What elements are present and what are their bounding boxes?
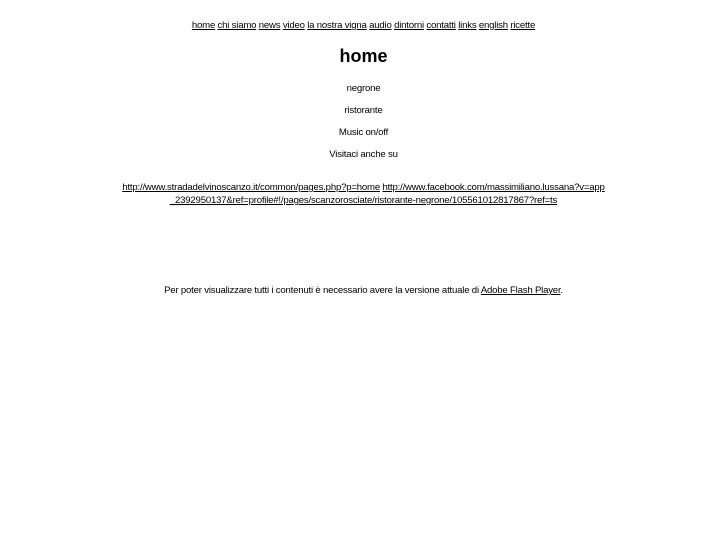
strada-del-vino-link[interactable]: http://www.stradadelvinoscanzo.it/common/pages.php?p=home	[122, 182, 380, 193]
nav-link-audio[interactable]: audio	[369, 20, 392, 31]
page-title: home	[339, 46, 388, 66]
main-nav	[0, 19, 727, 32]
restaurant-name-text: negrone	[346, 83, 381, 94]
flash-notice	[0, 284, 727, 297]
nav-link-la-nostra-vigna[interactable]: la nostra vigna	[307, 20, 367, 31]
restaurant-type-text: ristorante	[344, 105, 383, 116]
music-toggle[interactable]: Music on/off	[338, 127, 389, 138]
external-links	[120, 181, 607, 207]
nav-link-links[interactable]: links	[458, 20, 477, 31]
nav-link-ricette[interactable]: ricette	[510, 20, 536, 31]
nav-link-video[interactable]: video	[282, 20, 305, 31]
adobe-flash-player-link[interactable]: Adobe Flash Player	[480, 285, 561, 296]
facebook-link[interactable]: http://www.facebook.com/massimiliano.lussana?v=app_2392950137&ref=profile#!/pages/scanzorosciate/ristorante-negrone/105561012817867?ref=ts	[169, 182, 605, 206]
nav-link-chi-siamo[interactable]: chi siamo	[217, 20, 257, 31]
flash-notice-suffix: .	[560, 285, 563, 296]
nav-link-english[interactable]: english	[478, 20, 508, 31]
flash-notice-text: Per poter visualizzare tutti i contenuti è necessario avere la versione attuale di	[164, 285, 479, 296]
nav-link-home[interactable]: home	[191, 20, 216, 31]
nav-link-contatti[interactable]: contatti	[426, 20, 456, 31]
visit-us-text: Visitaci anche su	[329, 149, 398, 160]
nav-link-news[interactable]: news	[258, 20, 281, 31]
nav-link-dintorni[interactable]: dintorni	[394, 20, 424, 31]
